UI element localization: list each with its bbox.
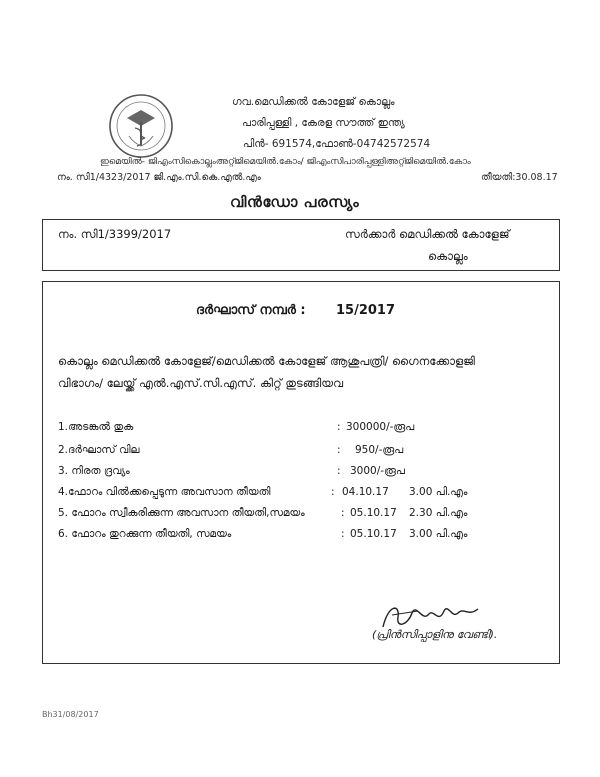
row-colon: : [337,444,341,456]
row-value: 05.10.17 [350,507,397,519]
college-email: ഇമെയിൽ- ജിഎംസികൊല്ലംഅറ്റ്ജിമെയിൽ.കോം/ ജിഎംസിപാരിപ്പള്ളിഅറ്റ്ജിമെയിൽ.കോം [100,157,471,167]
row-colon: : [337,421,341,433]
row-time: 3.00 പി.എം [409,486,468,498]
signature-designation: (പ്രിൻസിപ്പാളിനു വേണ്ടി). [372,628,498,641]
row-label: 2.ദർഘാസ് വില [58,444,140,456]
row-value: 05.10.17 [350,528,397,540]
page-title: വിൻഡോ പരസ്യം [230,193,360,211]
row-value: 3000/-രൂപ [350,465,405,477]
row-time: 3.00 പി.എം [409,528,468,540]
row-label: 1.അടങ്കൽ തുക [58,421,134,433]
row-value: 300000/-രൂപ [346,421,415,433]
row-label: 4.ഫോറം വിൽക്കപ്പെടുന്ന അവസാന തീയതി [58,486,271,498]
row-label: 5. ഫോറം സ്വീകരിക്കുന്ന അവസാന തീയതി,സമയം [58,507,305,519]
row-label: 3. നിരത ദ്രവ്യം [58,465,130,477]
office-name: സർക്കാർ മെഡിക്കൽ കോളേജ് [345,227,510,241]
college-pin-phone: പിൻ- 691574,ഫോൺ-04742572574 [243,138,431,150]
tender-number-value: 15/2017 [336,303,396,318]
row-colon: : [331,486,335,498]
row-colon: : [337,465,341,477]
description-line-1: കൊല്ലം മെഡിക്കൽ കോളേജ്/മെഡിക്കൽ കോളേജ് ആശുപത്രി/ ഗൈനക്കോളജി [58,354,475,368]
box-number: നം. സി1/3399/2017 [58,227,172,241]
row-colon: : [341,528,345,540]
row-value: 950/-രൂപ [355,444,404,456]
row-time: 2.30 പി.എം [409,507,468,519]
row-label: 6. ഫോറം തുറക്കുന്ന തീയതി, സമയം [58,528,232,540]
tender-number-label: ദർഘാസ് നമ്പർ : [196,303,306,318]
office-place: കൊല്ലം [428,249,468,263]
issue-date: തീയതി:30.08.17 [481,172,558,183]
row-value: 04.10.17 [342,486,389,498]
college-address: പാരിപ്പള്ളി , കേരള സൗത്ത് ഇന്ത്യ [242,117,405,129]
reference-number: നം. സി1/4323/2017 ജി.എം.സി.കെ.എൽ.എം [57,172,261,183]
college-seal-logo [107,92,175,160]
footer-code: Bh31/08/2017 [42,710,99,719]
description-line-2: വിഭാഗം/ ലേയ്ക്ക് എൽ.എസ്.സി.എസ്. കിറ്റ് തുടങ്ങിയവ [58,376,344,390]
college-name: ഗവ.മെഡിക്കൽ കോളേജ് കൊല്ലം [232,96,395,108]
row-colon: : [341,507,345,519]
